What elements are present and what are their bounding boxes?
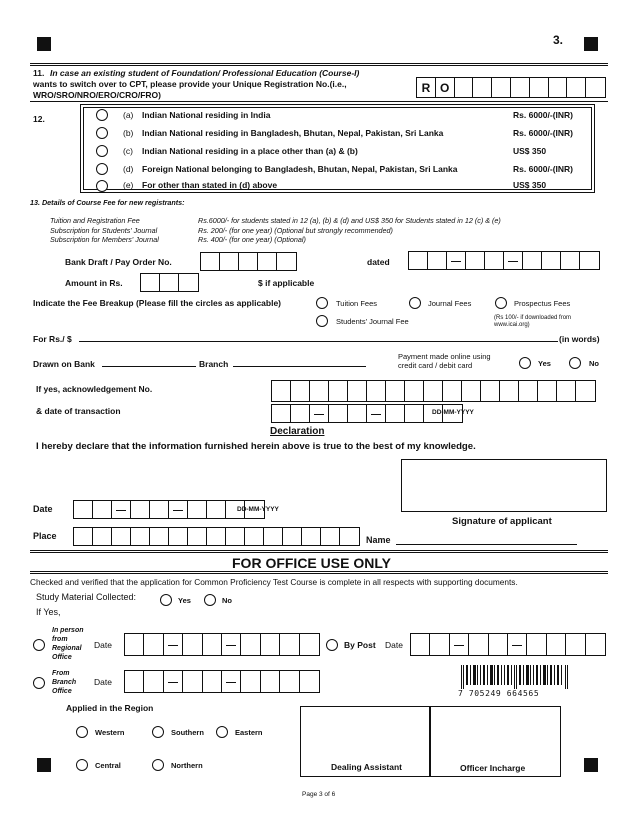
transaction-date-format: DD-MM-YYYY — [432, 409, 474, 416]
registration-mark-top-right — [584, 37, 598, 51]
region-central-radio[interactable] — [76, 759, 88, 771]
region-southern-radio[interactable] — [152, 726, 164, 738]
in-person-line2: from — [52, 636, 68, 643]
q11-number: 11. — [33, 68, 45, 78]
draft-date-boxes[interactable] — [408, 251, 600, 270]
by-post-date-label: Date — [385, 640, 403, 650]
bank-name-line[interactable] — [102, 366, 196, 367]
region-eastern-radio[interactable] — [216, 726, 228, 738]
declaration-date-label: Date — [33, 504, 53, 514]
q12-radio-d[interactable] — [96, 163, 108, 175]
urn-prefix-r: R — [417, 78, 436, 97]
signature-label: Signature of applicant — [452, 516, 552, 527]
q12-radio-a[interactable] — [96, 109, 108, 121]
fee-label-students-journal: Subscription for Students' Journal — [50, 226, 158, 235]
q12-key-e: (e) — [123, 180, 134, 190]
online-yes-label: Yes — [538, 359, 551, 368]
students-journal-fee-radio[interactable] — [316, 315, 328, 327]
journal-fees-radio[interactable] — [409, 297, 421, 309]
q12-number: 12. — [33, 114, 45, 124]
by-post-radio[interactable] — [326, 639, 338, 651]
q12-text-b: Indian National residing in Bangladesh, Bhutan, Nepal, Pakistan, Sri Lanka — [142, 128, 444, 138]
from-branch-date-boxes[interactable] — [124, 670, 320, 693]
name-line[interactable] — [396, 544, 577, 545]
amount-in-words-line[interactable] — [79, 341, 558, 342]
in-words-label: (in words) — [559, 334, 600, 344]
region-western-radio[interactable] — [76, 726, 88, 738]
q12-radio-c[interactable] — [96, 145, 108, 157]
q12-fee-c: US$ 350 — [513, 146, 547, 156]
prospectus-fees-label: Prospectus Fees — [514, 299, 571, 308]
place-label: Place — [33, 531, 57, 541]
barcode-icon — [461, 665, 571, 689]
q11-line3: WRO/SRO/NRO/ERO/CRO/FRO) — [33, 90, 161, 100]
study-material-yes-label: Yes — [178, 596, 191, 605]
fee-value-students-journal: Rs. 200/- (for one year) (Optional but strongly recommended) — [198, 226, 393, 235]
registration-mark-top-left — [37, 37, 51, 51]
applied-region-label: Applied in the Region — [66, 703, 154, 713]
region-southern-label: Southern — [171, 728, 204, 737]
dealing-assistant-label: Dealing Assistant — [331, 762, 403, 772]
q11-rule — [30, 101, 608, 102]
office-top-rule — [30, 550, 608, 553]
page-number: 3. — [553, 33, 564, 47]
urn-prefix-o: O — [436, 78, 455, 97]
in-person-date-label: Date — [94, 640, 112, 650]
bank-draft-label: Bank Draft / Pay Order No. — [65, 257, 172, 267]
ack-no-label: If yes, acknowledgement No. — [36, 384, 153, 394]
q11-line1: In case an existing student of Foundation/ Professional Education (Course-I) — [50, 68, 360, 78]
registration-mark-bottom-right — [584, 758, 598, 772]
fee-value-tuition: Rs.6000/- for students stated in 12 (a), (b) & (d) and US$ 350 for Students stated in 12 (c) & (e) — [198, 216, 501, 225]
q12-text-a: Indian National residing in India — [142, 110, 271, 120]
q13-heading: 13. Details of Course Fee for new registrants: — [30, 198, 185, 207]
region-eastern-label: Eastern — [235, 728, 263, 737]
signature-box[interactable] — [401, 459, 607, 512]
prospectus-note-2: www.icai.org) — [494, 322, 530, 328]
q12-fee-d: Rs. 6000/-(INR) — [513, 164, 573, 174]
if-yes-label: If Yes, — [36, 607, 61, 617]
fee-label-members-journal: Subscription for Members' Journal — [50, 235, 159, 244]
from-branch-line3: Office — [52, 688, 72, 695]
from-branch-line1: From — [52, 670, 70, 677]
for-rs-label: For Rs./ $ — [33, 334, 72, 344]
page-footer: Page 3 of 6 — [302, 791, 336, 798]
q12-key-c: (c) — [123, 146, 133, 156]
q12-fee-e: US$ 350 — [513, 180, 547, 190]
in-person-date-boxes[interactable] — [124, 633, 320, 656]
if-applicable-label: $ if applicable — [258, 278, 315, 288]
q12-radio-b[interactable] — [96, 127, 108, 139]
fee-breakup-label: Indicate the Fee Breakup (Please fill the circles as applicable) — [33, 298, 282, 308]
branch-name-line[interactable] — [233, 366, 366, 367]
study-material-no-radio[interactable] — [204, 594, 216, 606]
q12-radio-e[interactable] — [96, 180, 108, 192]
office-use-title: FOR OFFICE USE ONLY — [232, 555, 391, 571]
declaration-date-format: DD-MM-YYYY — [237, 506, 279, 513]
by-post-label: By Post — [344, 640, 376, 650]
q12-key-d: (d) — [123, 164, 134, 174]
fee-value-members-journal: Rs. 400/- (for one year) (Optional) — [198, 235, 306, 244]
payment-online-line1: Payment made online using — [398, 352, 491, 361]
amount-label: Amount in Rs. — [65, 278, 123, 288]
online-no-radio[interactable] — [569, 357, 581, 369]
barcode-number: 7 705249 664565 — [458, 689, 540, 698]
journal-fees-label: Journal Fees — [428, 299, 472, 308]
study-material-no-label: No — [222, 596, 232, 605]
prospectus-fees-radio[interactable] — [495, 297, 507, 309]
tuition-fees-label: Tuition Fees — [336, 299, 377, 308]
amount-boxes[interactable] — [140, 273, 199, 292]
tuition-fees-radio[interactable] — [316, 297, 328, 309]
bank-draft-no-boxes[interactable] — [200, 252, 297, 271]
prospectus-note-1: (Rs 100/- if downloaded from — [494, 315, 572, 321]
by-post-date-boxes[interactable] — [410, 633, 606, 656]
officer-incharge-label: Officer Incharge — [460, 763, 526, 773]
office-title-rule — [30, 571, 608, 574]
region-western-label: Western — [95, 728, 125, 737]
from-branch-date-label: Date — [94, 677, 112, 687]
branch-label: Branch — [199, 359, 229, 369]
fee-label-tuition: Tuition and Registration Fee — [50, 216, 140, 225]
q12-key-b: (b) — [123, 128, 134, 138]
region-northern-label: Northern — [171, 761, 203, 770]
declaration-heading: Declaration — [270, 426, 325, 437]
q12-fee-a: Rs. 6000/-(INR) — [513, 110, 573, 120]
region-northern-radio[interactable] — [152, 759, 164, 771]
q11-line2: wants to switch over to CPT, please provide your Unique Registration No.(i.e., — [33, 79, 347, 89]
study-material-yes-radio[interactable] — [160, 594, 172, 606]
unique-registration-no-boxes[interactable] — [416, 77, 606, 98]
region-central-label: Central — [95, 761, 121, 770]
in-person-line1: In person — [52, 627, 84, 634]
drawn-on-bank-label: Drawn on Bank — [33, 359, 95, 369]
payment-online-line2: credit card / debit card — [398, 361, 473, 370]
registration-mark-bottom-left — [37, 758, 51, 772]
q12-text-c: Indian National residing in a place other than (a) & (b) — [142, 146, 358, 156]
in-person-line4: Office — [52, 654, 72, 661]
from-branch-radio[interactable] — [33, 677, 45, 689]
study-material-label: Study Material Collected: — [36, 592, 137, 602]
in-person-radio[interactable] — [33, 639, 45, 651]
from-branch-line2: Branch — [52, 679, 77, 686]
date-of-transaction-label: & date of transaction — [36, 406, 121, 416]
q12-key-a: (a) — [123, 110, 134, 120]
online-yes-radio[interactable] — [519, 357, 531, 369]
name-label: Name — [366, 535, 391, 545]
place-boxes[interactable] — [73, 527, 360, 546]
ack-no-boxes[interactable] — [271, 380, 596, 402]
in-person-line3: Regional — [52, 645, 82, 652]
top-rule — [30, 63, 608, 66]
q12-text-d: Foreign National belonging to Bangladesh, Bhutan, Nepal, Pakistan, Sri Lanka — [142, 164, 458, 174]
dated-label: dated — [367, 257, 390, 267]
students-journal-fee-label: Students' Journal Fee — [336, 317, 409, 326]
online-no-label: No — [589, 359, 599, 368]
q12-fee-b: Rs. 6000/-(INR) — [513, 128, 573, 138]
office-checked-text: Checked and verified that the application for Common Proficiency Test Course is complete in all respects with supporting documents. — [30, 577, 518, 587]
declaration-text: I hereby declare that the information furnished herein above is true to the best of my knowledge. — [36, 441, 476, 452]
q12-text-e: For other than stated in (d) above — [142, 180, 278, 190]
